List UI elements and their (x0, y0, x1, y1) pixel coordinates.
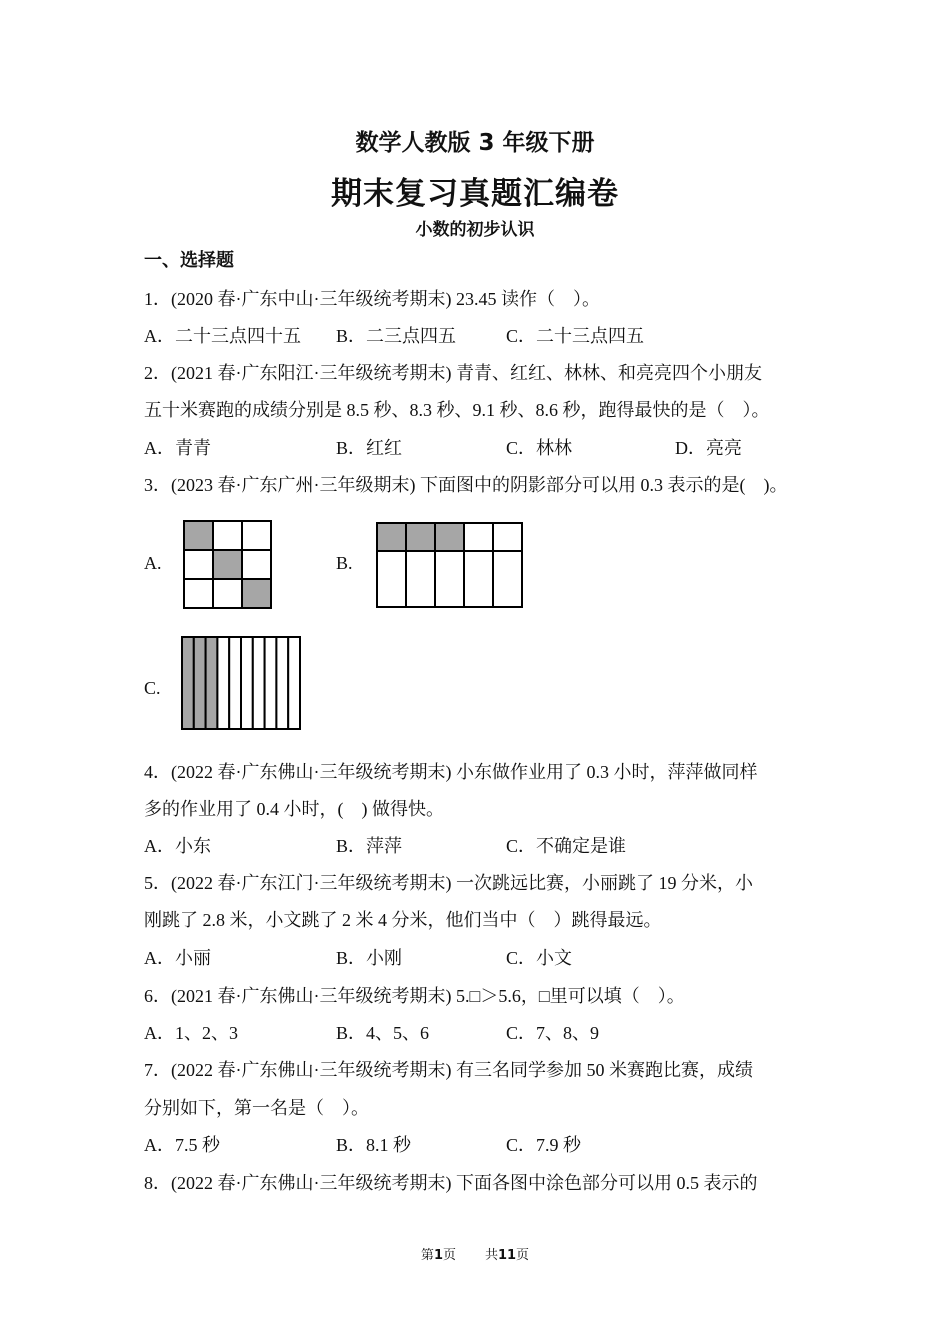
q6-option-b: B．4、5、6 (336, 1023, 430, 1043)
fig-c-strip (276, 637, 288, 729)
main-title: 期末复习真题汇编卷 (331, 176, 619, 212)
question-2-line-1: 2．(2021 春·广东阳江·三年级统考期末) 青青、红红、林林、和亮亮四个小朋友 (144, 363, 762, 383)
question-4-line-1: 4．(2022 春·广东佛山·三年级统考期末) 小东做作业用了 0.3 小时，萍萍做同样 (144, 762, 758, 782)
question-2-line-2: 五十米赛跑的成绩分别是 8.5 秒、8.3 秒、9.1 秒、8.6 秒，跑得最快的是（ ）。 (144, 400, 770, 420)
fig-a-cell (242, 550, 271, 579)
fig-c-strip (253, 637, 265, 729)
q3-figure-b-grid (376, 522, 523, 608)
footer-total-suffix: 页 (516, 1248, 530, 1263)
fig-c-strip (229, 637, 241, 729)
q3-label-c: C. (144, 678, 161, 698)
fig-a-cell (213, 521, 242, 550)
question-1-line-1: 1．(2020 春·广东中山·三年级统考期末) 23.45 读作（ ）。 (144, 289, 600, 309)
question-3-line-1: 3．(2023 春·广东广州·三年级期末) 下面图中的阴影部分可以用 0.3 表示的是( )。 (144, 475, 788, 495)
q3-figure-a-grid (183, 520, 271, 608)
q2-option-a: A．青青 (144, 438, 211, 458)
q4-option-a: A．小东 (144, 836, 211, 856)
fig-a-cell (242, 579, 271, 608)
fig-b-bottom-cell (493, 551, 522, 607)
q6-option-a: A．1、2、3 (144, 1023, 238, 1043)
subtitle: 小数的初步认识 (415, 220, 535, 240)
q5-option-b: B．小刚 (336, 948, 403, 968)
fig-b-top-cell (377, 523, 406, 551)
q3-figure-c-strips (181, 636, 301, 730)
fig-b-top-cell (493, 523, 522, 551)
footer-page-number: 1 (433, 1248, 443, 1263)
question-5-line-1: 5．(2022 春·广东江门·三年级统考期末) 一次跳远比赛，小丽跳了 19 分米，小 (144, 873, 753, 893)
fig-c-strip (206, 637, 218, 729)
fig-a-cell (184, 579, 213, 608)
fig-b-top-cell (435, 523, 464, 551)
question-8-line-1: 8．(2022 春·广东佛山·三年级统考期末) 下面各图中涂色部分可以用 0.5 表示的 (144, 1173, 758, 1193)
q2-option-b: B．红红 (336, 438, 403, 458)
page-footer (0, 1244, 950, 1263)
question-7-line-1: 7．(2022 春·广东佛山·三年级统考期末) 有三名同学参加 50 米赛跑比赛，成绩 (144, 1060, 753, 1080)
q4-option-c: C．不确定是谁 (506, 836, 627, 856)
section-heading: 一、选择题 (144, 250, 234, 271)
q3-label-a: A. (144, 553, 162, 573)
fig-c-strip (265, 637, 277, 729)
fig-b-bottom-cell (435, 551, 464, 607)
footer-page-suffix: 页 (442, 1248, 456, 1263)
q2-option-c: C．林林 (506, 438, 573, 458)
footer-total-number: 11 (497, 1248, 517, 1263)
q7-option-c: C．7.9 秒 (506, 1135, 582, 1155)
fig-a-cell (184, 550, 213, 579)
question-4-line-2: 多的作业用了 0.4 小时，( ) 做得快。 (144, 799, 444, 819)
fig-c-strip (182, 637, 194, 729)
fig-c-strip (288, 637, 300, 729)
question-5-line-2: 刚跳了 2.8 米，小文跳了 2 米 4 分米，他们当中（ ）跳得最远。 (144, 910, 662, 930)
q1-option-b: B．二三点四五 (336, 326, 457, 346)
fig-c-strip (194, 637, 206, 729)
fig-b-bottom-cell (377, 551, 406, 607)
fig-b-top-cell (464, 523, 493, 551)
q7-option-b: B．8.1 秒 (336, 1135, 412, 1155)
fig-b-bottom-cell (406, 551, 435, 607)
question-6-line-1: 6．(2021 春·广东佛山·三年级统考期末) 5.□＞5.6，□里可以填（ ）。 (144, 986, 685, 1006)
fig-b-bottom-cell (464, 551, 493, 607)
q5-option-c: C．小文 (506, 948, 573, 968)
q4-option-b: B．萍萍 (336, 836, 403, 856)
fig-a-cell (213, 579, 242, 608)
q2-option-d: D．亮亮 (675, 438, 742, 458)
doc-title: 数学人教版 3 年级下册 (355, 130, 595, 156)
q1-option-c: C．二十三点四五 (506, 326, 645, 346)
fig-b-top-cell (406, 523, 435, 551)
footer-page-prefix: 第 (420, 1248, 434, 1263)
fig-a-cell (213, 550, 242, 579)
q6-option-c: C．7、8、9 (506, 1023, 600, 1043)
q1-option-a: A．二十三点四十五 (144, 326, 301, 346)
fig-c-strip (217, 637, 229, 729)
fig-a-cell (184, 521, 213, 550)
q7-option-a: A．7.5 秒 (144, 1135, 220, 1155)
footer-total-prefix: 共 (484, 1248, 498, 1263)
question-7-line-2: 分别如下，第一名是（ ）。 (144, 1098, 369, 1118)
q3-label-b: B. (336, 553, 353, 573)
fig-a-cell (242, 521, 271, 550)
q5-option-a: A．小丽 (144, 948, 211, 968)
fig-c-strip (241, 637, 253, 729)
